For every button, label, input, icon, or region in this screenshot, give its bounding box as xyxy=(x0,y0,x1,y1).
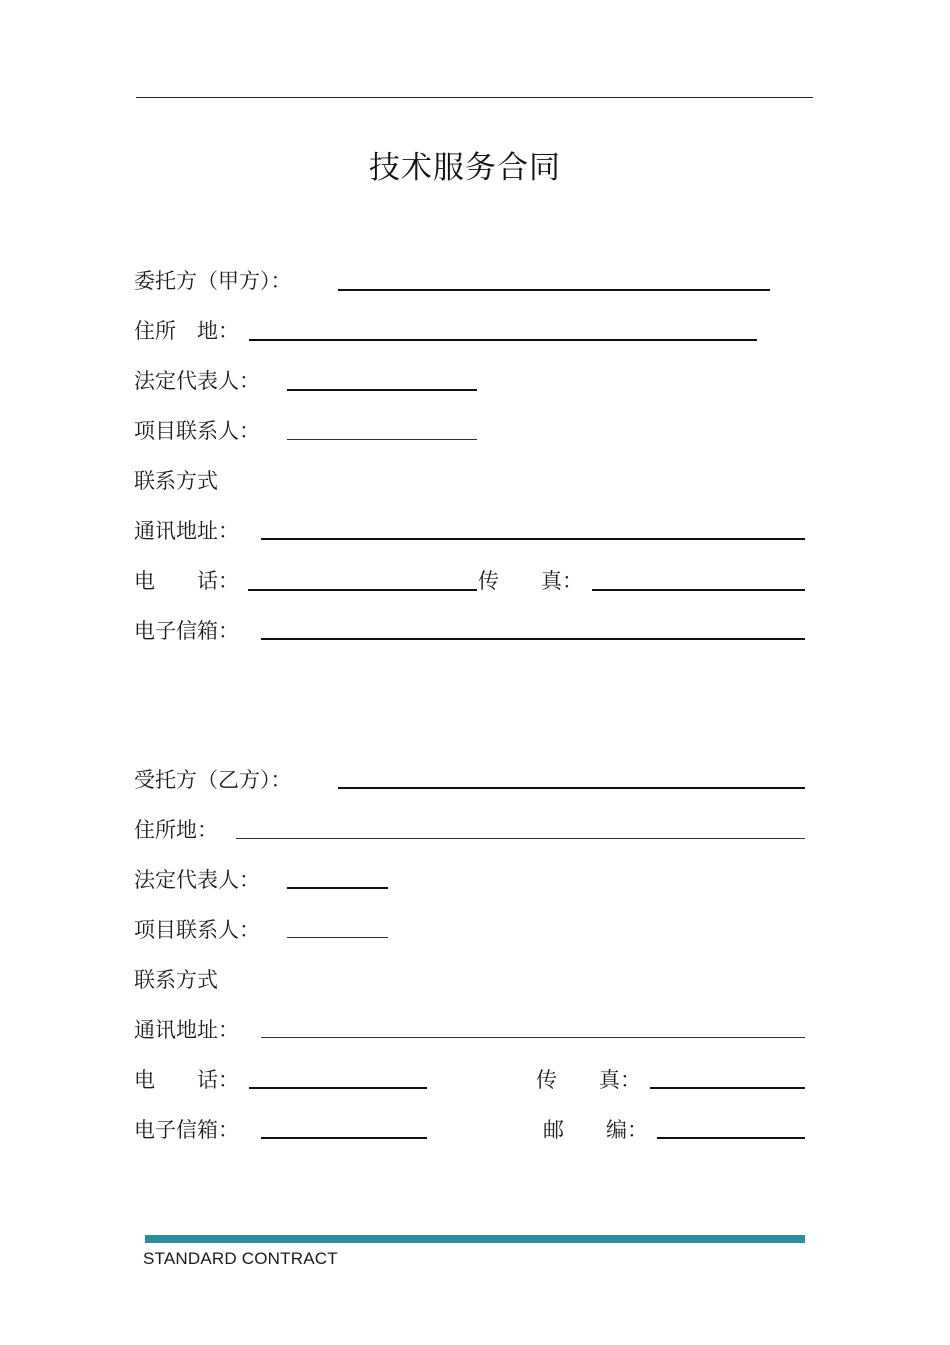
footer-text: STANDARD CONTRACT xyxy=(143,1249,338,1268)
document-title: 技术服务合同 xyxy=(369,150,561,186)
party-b-postcode-label: 邮 编： xyxy=(543,1118,648,1142)
party-a-address-field[interactable] xyxy=(249,339,757,341)
footer-accent-bar xyxy=(145,1235,805,1243)
party-a-project-contact-field[interactable] xyxy=(287,439,477,440)
header-rule xyxy=(136,97,813,98)
party-b-phone-label: 电 话： xyxy=(134,1068,239,1092)
party-a-email-label: 电子信箱： xyxy=(134,619,239,643)
party-b-email-field[interactable] xyxy=(261,1137,427,1139)
party-b-email-label: 电子信箱： xyxy=(134,1118,239,1142)
party-a-name-field[interactable] xyxy=(338,289,770,291)
party-a-phone-field[interactable] xyxy=(248,589,477,591)
party-b-legal-rep-label: 法定代表人： xyxy=(134,868,260,892)
party-b-project-contact-label: 项目联系人： xyxy=(134,918,260,942)
party-b-name-field[interactable] xyxy=(338,787,805,789)
party-b-postcode-field[interactable] xyxy=(657,1137,805,1139)
party-a-legal-rep-label: 法定代表人： xyxy=(134,369,260,393)
party-b-address-label: 住所地： xyxy=(134,818,218,842)
party-a-contact-method: 联系方式 xyxy=(134,469,218,493)
party-a-mail-address-label: 通讯地址： xyxy=(134,519,239,543)
party-a-email-field[interactable] xyxy=(261,638,805,640)
party-a-legal-rep-field[interactable] xyxy=(287,389,477,391)
party-b-fax-label: 传 真： xyxy=(536,1068,641,1092)
party-a-heading: 委托方（甲方）： xyxy=(134,269,292,293)
party-b-contact-method: 联系方式 xyxy=(134,968,218,992)
party-b-project-contact-field[interactable] xyxy=(287,937,388,938)
party-b-address-field[interactable] xyxy=(236,838,805,839)
party-a-fax-field[interactable] xyxy=(592,589,805,591)
party-b-heading: 受托方（乙方）： xyxy=(134,768,292,792)
party-b-fax-field[interactable] xyxy=(650,1087,805,1089)
party-a-phone-label: 电 话： xyxy=(134,569,239,593)
party-a-project-contact-label: 项目联系人： xyxy=(134,419,260,443)
party-a-address-label: 住所 地： xyxy=(134,319,239,343)
party-a-fax-label: 传 真： xyxy=(478,569,583,593)
party-b-phone-field[interactable] xyxy=(249,1087,427,1089)
party-a-mail-address-field[interactable] xyxy=(261,538,805,540)
party-b-mail-address-label: 通讯地址： xyxy=(134,1018,239,1042)
party-b-mail-address-field[interactable] xyxy=(261,1037,805,1038)
party-b-legal-rep-field[interactable] xyxy=(287,887,388,889)
